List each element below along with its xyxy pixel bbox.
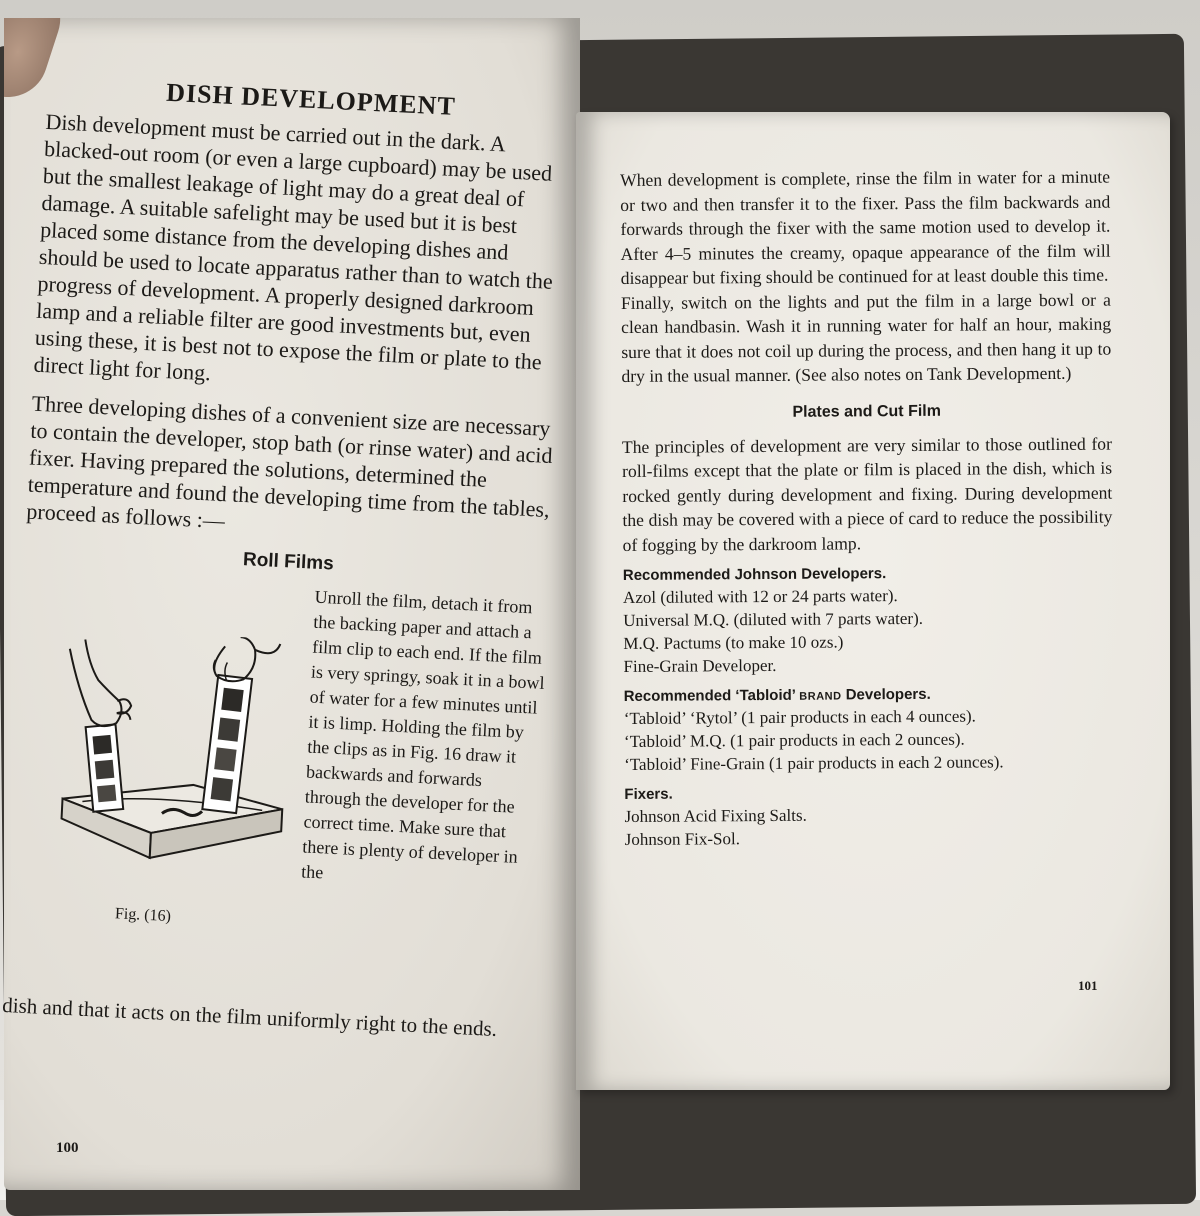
fixing-paragraph: When development is complete, rinse the film in water for a minute or two and then transfer it to the fixer. Pass the film backwards and forwards through the fixer with the same motion used to develop it. After 4–5 minutes the creamy, opaque appearance of the film will disappear but fixing should be continued for at least double this time. [620,166,1111,288]
tabloid-heading-post: Developers. [845,685,931,704]
figure-caption: Fig. (16) [114,905,172,926]
tabloid-heading-pre: Recommended ‘Tabloid’ [623,686,796,705]
tabloid-developers-list [624,704,1114,776]
roll-films-section [3,570,551,1015]
roll-films-tail: dish and that it acts on the film uniformly right to the ends. [1,992,498,1042]
list-item: Johnson Fix-Sol. [624,829,741,849]
roll-films-text: Unroll the film, detach it from the backing paper and attach a film clip to each end. If the film is very springy, soak it in a bowl of water for a few minutes until it is limp. Holding the film by the clips as in Fig. 16 draw it backwards and forwards through the developer for the correct time. Make sure that there is plenty of developer in the [300,586,546,883]
dishes-paragraph: Three developing dishes of a convenient size are necessary to contain the developer, stop bath (or rinse water) and acid fixer. Having prepared the solutions, determined the temperature and found the developing time from the tables, proceed as follows :— [25,390,554,534]
plates-heading: Plates and Cut Film [792,402,941,421]
list-item: ‘Tabloid’ Fine-Grain (1 pair products in each 2 ounces). [624,752,1004,774]
list-item: ‘Tabloid’ ‘Rytol’ (1 pair products in each 4 ounces). [623,706,976,728]
right-page-content [620,165,1115,851]
brand-mark: BRAND [799,690,842,703]
list-item: Universal M.Q. (diluted with 7 parts water). [623,608,924,630]
list-item: Fine-Grain Developer. [623,655,777,676]
right-page-number: 101 [1078,978,1098,993]
washing-paragraph: Finally, switch on the lights and put the film in a large bowl or a clean handbasin. Wash it in running water for half an hour, making sure that it does not coil up during the process, and then hang it up to dry in the usual manner. (See also notes on Tank Development.) [620,289,1112,386]
list-item: ‘Tabloid’ M.Q. (1 pair products in each 2 ounces). [623,729,965,751]
figure-16-illustration [39,628,301,890]
tabloid-developers-heading [624,685,1114,705]
intro-paragraph: Dish development must be carried out in the dark. A blacked-out room (or even a large cupboard) may be used but the smallest leakage of light may do a great deal of damage. A suitable safelight may be used but it is best placed some distance from the developing dishes and should be used to locate apparatus rather than to watch the progress of development. A properly designed darkroom lamp and a reliable filter are good investments but, even using these, it is best not to expose the film or plate to the direct light for long. [33,108,554,386]
left-page-number: 100 [56,1140,79,1156]
plates-paragraph: The principles of development are very similar to those outlined for roll-films except that the plate or film is placed in the dish, which is rocked gently during development and fixing. During development the dish may be covered with a piece of card to reduce the possibility of fogging by the darkroom lamp. [621,433,1113,555]
roll-films-heading: Roll Films [242,549,335,575]
left-page-content [2,72,576,1046]
johnson-developers-list [623,583,1114,678]
fixers-heading: Fixers. [624,785,673,803]
list-item: Johnson Acid Fixing Salts. [624,805,807,826]
fixers-list [624,802,1114,851]
johnson-developers-heading: Recommended Johnson Developers. [622,565,887,584]
page-title: DISH DEVELOPMENT [165,77,457,121]
list-item: Azol (diluted with 12 or 24 parts water). [622,586,898,607]
list-item: M.Q. Pactums (to make 10 ozs.) [623,632,844,653]
